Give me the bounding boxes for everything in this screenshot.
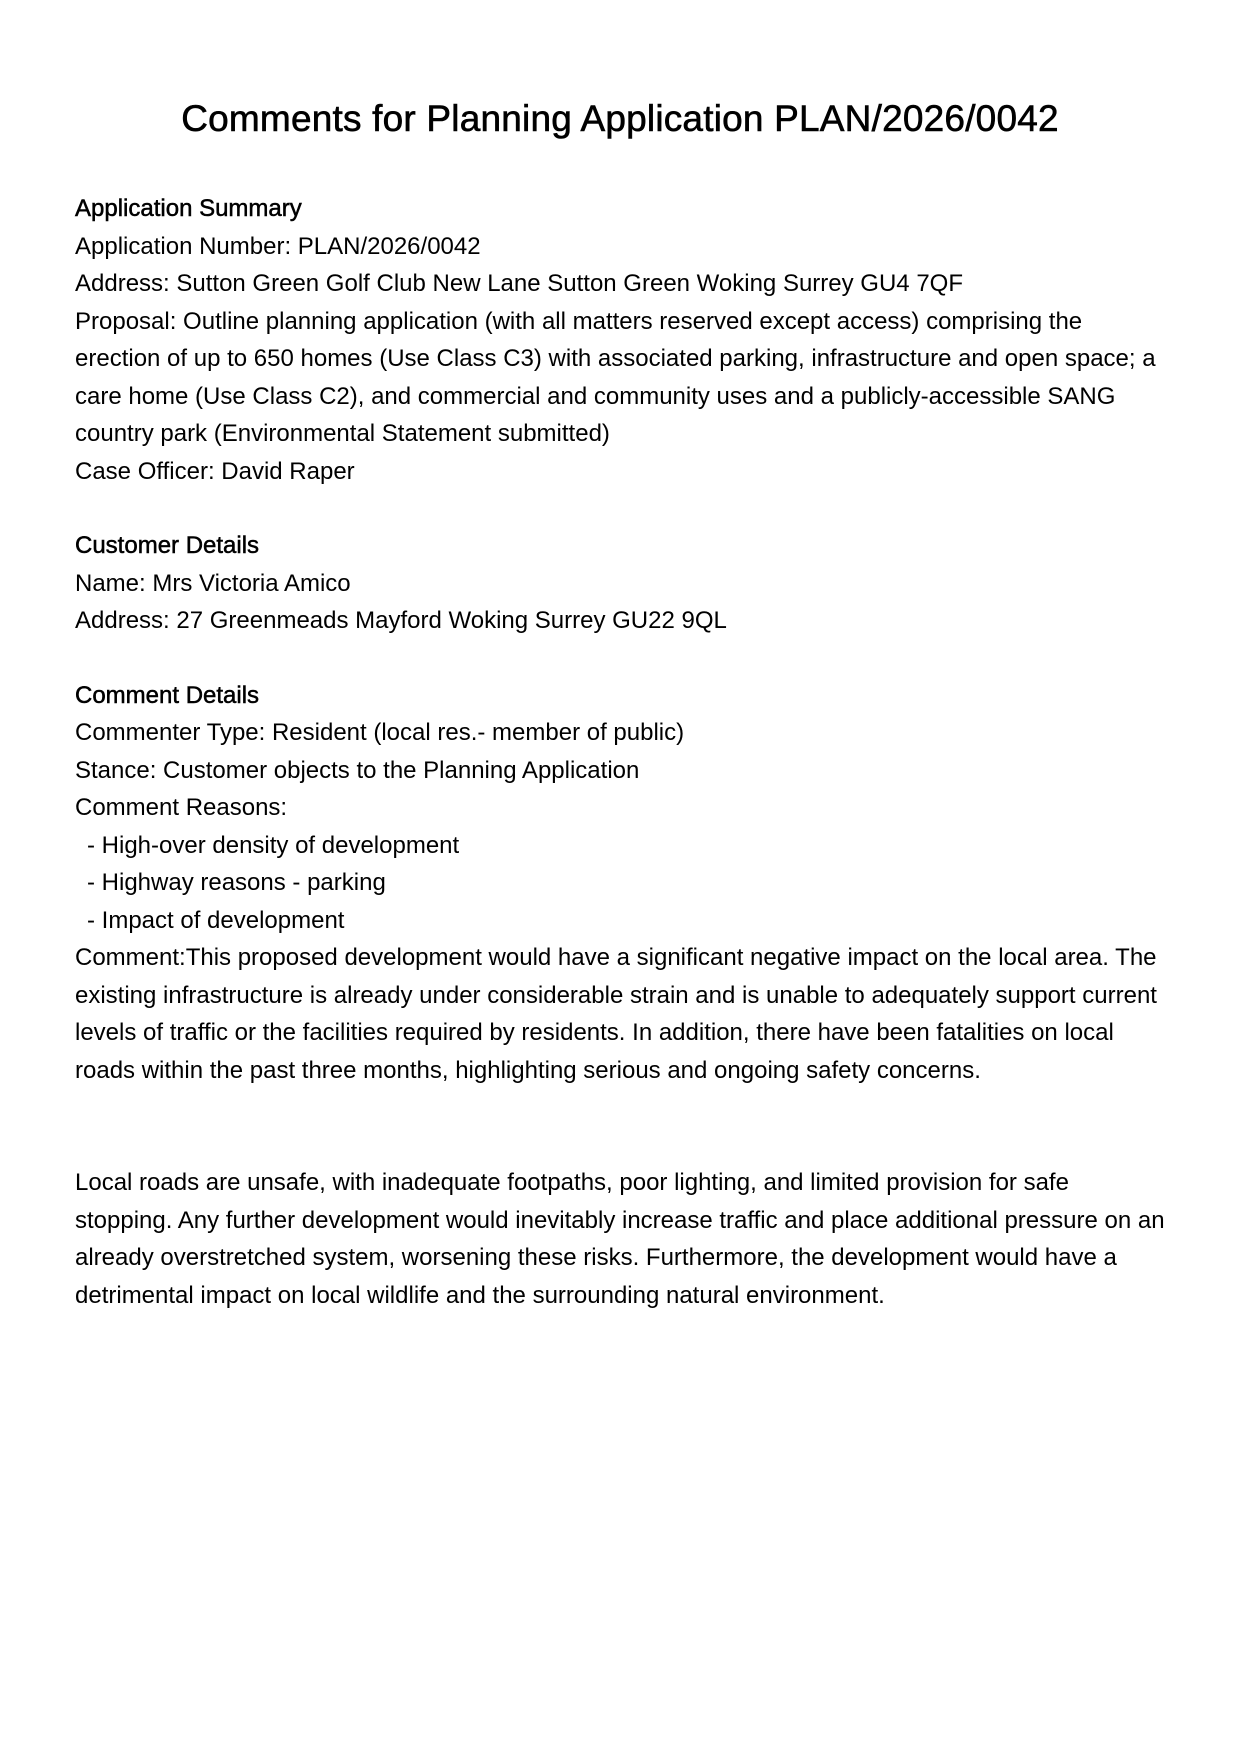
- comment-reason-item: - Impact of development: [87, 906, 345, 934]
- comment-paragraph-1: Comment:This proposed development would have a significant negative impact on the local area. The existing infrastructure is already under considerable strain and is unable to adequately support current levels of traffic or the facilities required by residents. In addition, there have been fatalities on local roads within the past three months, highlighting serious and ongoing safety concerns.: [75, 944, 1157, 1084]
- application-summary-heading: Application Summary: [75, 195, 302, 222]
- commenter-type: Commenter Type: Resident (local res.- member of public): [75, 719, 685, 746]
- page-title: Comments for Planning Application PLAN/2026/0042: [181, 98, 1059, 139]
- comment-details-heading: Comment Details: [75, 681, 260, 709]
- application-proposal: Proposal: Outline planning application (with all matters reserved except access) comprising the erection of up to 650 homes (Use Class C3) with associated parking, infrastructure and open space; a care home (Use Class C2), and commercial and community uses and a publicly-accessible SANG country park (Environmental Statement submitted): [75, 307, 1156, 447]
- customer-details-heading: Customer Details: [75, 532, 260, 559]
- customer-details-section: [75, 527, 1165, 640]
- application-summary-section: [75, 190, 1165, 490]
- comment-reason-item: - High-over density of development: [87, 831, 460, 859]
- application-address: Address: Sutton Green Golf Club New Lane Sutton Green Woking Surrey GU4 7QF: [75, 270, 963, 297]
- comment-continuation: [75, 1164, 1165, 1314]
- comment-details-section: [75, 677, 1165, 1090]
- comment-reason-item: - Highway reasons - parking: [87, 869, 386, 896]
- comment-reasons-label: Comment Reasons:: [75, 794, 288, 821]
- application-number: Application Number: PLAN/2026/0042: [75, 232, 481, 260]
- customer-name: Name: Mrs Victoria Amico: [75, 569, 351, 597]
- customer-address: Address: 27 Greenmeads Mayford Woking Surrey GU22 9QL: [75, 607, 727, 634]
- case-officer: Case Officer: David Raper: [75, 457, 355, 485]
- stance: Stance: Customer objects to the Planning Application: [75, 756, 640, 784]
- comment-paragraph-2: Local roads are unsafe, with inadequate footpaths, poor lighting, and limited provision for safe stopping. Any further development would inevitably increase traffic and place additional pressure on an already overstretched system, worsening these risks. Furthermore, the development would have a detrimental impact on local wildlife and the surrounding natural environment.: [75, 1169, 1165, 1309]
